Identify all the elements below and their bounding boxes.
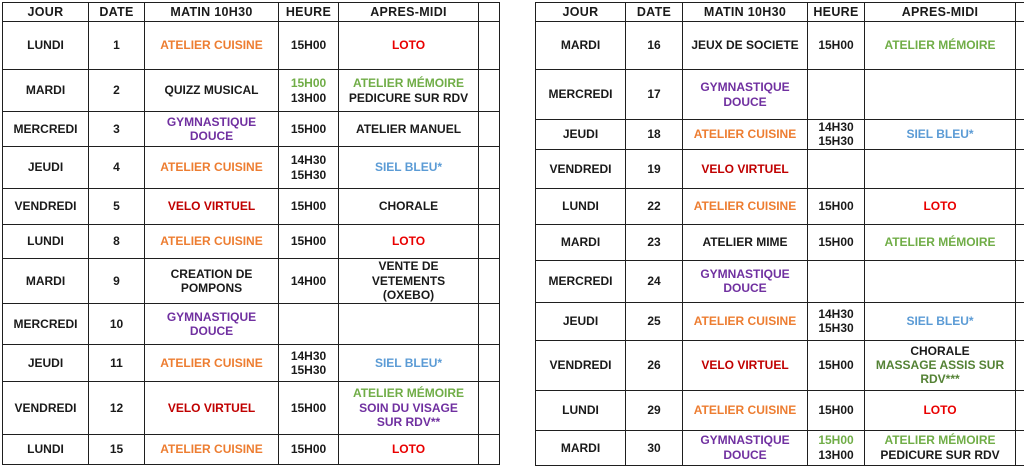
cell-matin	[683, 430, 808, 465]
activity-line: SIEL BLEU*	[374, 160, 443, 175]
cell-date: 8	[89, 225, 145, 259]
cell-apres-midi	[865, 149, 1016, 188]
spacer-cell	[479, 70, 500, 112]
table-row	[536, 188, 1024, 224]
spacer-cell	[1016, 224, 1024, 260]
activity-line: 14H00	[290, 273, 327, 288]
cell-heure	[808, 149, 865, 188]
spacer-cell	[1016, 149, 1024, 188]
cell-matin	[683, 149, 808, 188]
cell-matin	[145, 225, 279, 259]
cell-heure	[279, 382, 339, 435]
table-row	[3, 225, 500, 259]
schedule-table-left	[2, 2, 500, 465]
activity-line: 15H30	[818, 321, 854, 336]
cell-heure	[808, 120, 865, 150]
spacer-cell	[479, 345, 500, 382]
activity-line: DOUCE	[189, 129, 234, 143]
cell-heure	[808, 302, 865, 340]
activity-line: ATELIER MÉMOIRE	[884, 235, 996, 250]
activity-line: LOTO	[391, 442, 426, 457]
activity-line: PEDICURE SUR RDV	[348, 90, 469, 105]
cell-apres-midi	[339, 70, 479, 112]
cell-jour: MARDI	[536, 224, 626, 260]
schedule-table-right	[535, 2, 1024, 466]
activity-line: 15H00	[818, 433, 854, 448]
table-row	[3, 189, 500, 225]
activity-line: ATELIER CUISINE	[693, 127, 797, 142]
activity-line: GYMNASTIQUE	[166, 309, 257, 324]
cell-date: 24	[626, 260, 683, 302]
activity-line: PEDICURE SUR RDV	[880, 447, 1000, 462]
activity-line: 15H00	[290, 199, 327, 214]
activity-line: 15H30	[290, 363, 327, 377]
activity-line: VELO VIRTUEL	[167, 199, 256, 214]
cell-apres-midi	[339, 435, 479, 465]
cell-apres-midi	[865, 22, 1016, 70]
activity-line: LOTO	[391, 234, 426, 249]
activity-line: DOUCE	[723, 281, 767, 296]
activity-line: ATELIER CUISINE	[693, 314, 797, 329]
header-row	[3, 3, 500, 22]
cell-apres-midi	[339, 147, 479, 189]
table-row	[536, 390, 1024, 430]
cell-matin	[683, 224, 808, 260]
activity-line: SIEL BLEU*	[906, 127, 974, 142]
activity-line: DOUCE	[189, 324, 234, 338]
spacer-cell	[1016, 302, 1024, 340]
cell-jour: JEUDI	[3, 147, 89, 189]
cell-jour: VENDREDI	[3, 189, 89, 225]
table-row	[536, 224, 1024, 260]
activity-line: ATELIER MANUEL	[355, 121, 462, 136]
activity-line: GYMNASTIQUE	[166, 114, 257, 129]
activity-line: LOTO	[391, 38, 426, 53]
activity-line: ATELIER CUISINE	[160, 38, 263, 53]
cell-date: 26	[626, 340, 683, 390]
cell-jour: JEUDI	[536, 302, 626, 340]
cell-apres-midi	[865, 390, 1016, 430]
cell-matin	[683, 22, 808, 70]
cell-heure	[808, 224, 865, 260]
cell-apres-midi	[865, 430, 1016, 465]
col-header-matin: MATIN 10H30	[145, 3, 279, 22]
cell-heure	[808, 188, 865, 224]
cell-matin	[683, 302, 808, 340]
spacer-cell	[479, 112, 500, 147]
cell-date: 29	[626, 390, 683, 430]
table-row	[3, 112, 500, 147]
activity-line: 15H00	[818, 235, 854, 250]
cell-apres-midi	[865, 188, 1016, 224]
cell-date: 2	[89, 70, 145, 112]
cell-jour: VENDREDI	[536, 149, 626, 188]
activity-line: LOTO	[923, 403, 957, 418]
cell-heure	[279, 22, 339, 70]
cell-matin	[683, 390, 808, 430]
spacer-column-header	[479, 3, 500, 22]
activity-line: ATELIER MIME	[702, 235, 788, 250]
spacer-cell	[1016, 340, 1024, 390]
spacer-cell	[479, 304, 500, 345]
activity-line: 13H00	[290, 90, 327, 105]
spacer-cell	[479, 435, 500, 465]
col-header-matin: MATIN 10H30	[683, 3, 808, 22]
cell-jour: MARDI	[3, 259, 89, 304]
table-row	[3, 22, 500, 70]
spacer-cell	[479, 147, 500, 189]
activity-line: 15H00	[818, 358, 854, 373]
cell-jour: MARDI	[536, 430, 626, 465]
spacer-cell	[1016, 430, 1024, 465]
cell-heure	[808, 70, 865, 120]
cell-jour: MERCREDI	[536, 70, 626, 120]
cell-heure	[279, 259, 339, 304]
activity-line: ATELIER CUISINE	[160, 442, 263, 457]
cell-jour: LUNDI	[3, 22, 89, 70]
table-row	[3, 70, 500, 112]
cell-apres-midi	[339, 22, 479, 70]
activity-line: ATELIER MÉMOIRE	[884, 38, 996, 53]
cell-jour: MARDI	[3, 70, 89, 112]
activity-line: VELO VIRTUEL	[701, 161, 789, 176]
spacer-cell	[1016, 22, 1024, 70]
cell-apres-midi	[865, 120, 1016, 150]
activity-line: ATELIER MÉMOIRE	[352, 76, 465, 91]
cell-matin	[683, 70, 808, 120]
col-header-date: DATE	[626, 3, 683, 22]
col-header-heure: HEURE	[279, 3, 339, 22]
cell-matin	[145, 147, 279, 189]
activity-line: 15H30	[290, 167, 327, 182]
cell-apres-midi	[865, 70, 1016, 120]
cell-date: 18	[626, 120, 683, 150]
activity-line: CHORALE	[378, 199, 439, 214]
activity-line: VELO VIRTUEL	[701, 358, 789, 373]
col-header-jour: JOUR	[3, 3, 89, 22]
activity-line: 15H30	[818, 134, 854, 149]
col-header-apres-midi: APRES-MIDI	[339, 3, 479, 22]
cell-jour: MERCREDI	[3, 112, 89, 147]
table-row	[536, 340, 1024, 390]
cell-date: 22	[626, 188, 683, 224]
cell-date: 19	[626, 149, 683, 188]
activity-line: CHORALE	[910, 343, 970, 358]
cell-jour: LUNDI	[536, 390, 626, 430]
cell-date: 15	[89, 435, 145, 465]
cell-date: 17	[626, 70, 683, 120]
table-row	[3, 304, 500, 345]
activity-line: 13H00	[818, 447, 854, 462]
activity-line: 14H30	[818, 306, 854, 321]
cell-heure	[279, 225, 339, 259]
activity-line: GYMNASTIQUE	[700, 266, 790, 281]
cell-apres-midi	[339, 189, 479, 225]
activity-line: 15H00	[290, 38, 327, 53]
cell-date: 5	[89, 189, 145, 225]
activity-line: SOIN DU VISAGE	[359, 400, 458, 415]
cell-heure	[808, 260, 865, 302]
activity-line: 14H30	[818, 120, 854, 134]
cell-heure	[808, 22, 865, 70]
cell-heure	[279, 304, 339, 345]
cell-date: 23	[626, 224, 683, 260]
activity-line: 15H00	[290, 76, 327, 91]
activity-line: GYMNASTIQUE	[700, 80, 790, 95]
cell-date: 12	[89, 382, 145, 435]
cell-jour: VENDREDI	[3, 382, 89, 435]
table-row	[3, 259, 500, 304]
activity-line: DOUCE	[723, 94, 767, 109]
cell-matin	[683, 188, 808, 224]
cell-jour: LUNDI	[3, 225, 89, 259]
activity-line: GYMNASTIQUE	[700, 433, 790, 448]
cell-apres-midi	[339, 382, 479, 435]
cell-matin	[145, 435, 279, 465]
table-body-right	[536, 22, 1024, 466]
table-row	[536, 22, 1024, 70]
activity-line: SIEL BLEU*	[374, 355, 443, 370]
activity-line: 15H00	[290, 121, 327, 136]
activity-line: QUIZZ MUSICAL	[164, 83, 259, 98]
cell-jour: JEUDI	[536, 120, 626, 150]
activity-line: LOTO	[923, 199, 957, 214]
cell-jour: LUNDI	[536, 188, 626, 224]
cell-date: 30	[626, 430, 683, 465]
table-row	[536, 302, 1024, 340]
cell-heure	[808, 430, 865, 465]
table-row	[536, 430, 1024, 465]
activity-line: VENTE DE	[378, 259, 439, 274]
cell-heure	[279, 189, 339, 225]
cell-heure	[808, 390, 865, 430]
cell-date: 11	[89, 345, 145, 382]
cell-date: 16	[626, 22, 683, 70]
table-body-left	[3, 22, 500, 465]
cell-apres-midi	[865, 224, 1016, 260]
cell-date: 9	[89, 259, 145, 304]
cell-matin	[145, 304, 279, 345]
activity-line: ATELIER CUISINE	[160, 160, 263, 175]
spacer-cell	[1016, 390, 1024, 430]
table-row	[3, 382, 500, 435]
activity-line: ATELIER CUISINE	[160, 355, 263, 370]
cell-matin	[145, 189, 279, 225]
activity-line: 15H00	[290, 442, 327, 457]
cell-matin	[145, 70, 279, 112]
activity-line: VELO VIRTUEL	[167, 400, 256, 415]
activity-line: 15H00	[818, 403, 854, 418]
cell-apres-midi	[339, 259, 479, 304]
col-header-apres-midi: APRES-MIDI	[865, 3, 1016, 22]
cell-jour: MARDI	[536, 22, 626, 70]
activity-line: 15H00	[290, 400, 327, 415]
cell-date: 10	[89, 304, 145, 345]
table-row	[3, 435, 500, 465]
cell-jour: MERCREDI	[536, 260, 626, 302]
cell-jour: LUNDI	[3, 435, 89, 465]
cell-matin	[145, 112, 279, 147]
table-row	[3, 147, 500, 189]
cell-date: 1	[89, 22, 145, 70]
cell-heure	[279, 345, 339, 382]
cell-date: 4	[89, 147, 145, 189]
activity-line: SUR RDV**	[376, 415, 441, 430]
spacer-cell	[479, 225, 500, 259]
activity-line: 15H00	[290, 234, 327, 249]
activity-line: SIEL BLEU*	[906, 314, 974, 329]
cell-apres-midi	[339, 304, 479, 345]
cell-matin	[145, 22, 279, 70]
spacer-cell	[1016, 188, 1024, 224]
spacer-cell	[479, 189, 500, 225]
cell-apres-midi	[339, 225, 479, 259]
activity-line: 15H00	[818, 38, 854, 53]
table-row	[536, 260, 1024, 302]
col-header-jour: JOUR	[536, 3, 626, 22]
table-row	[536, 70, 1024, 120]
cell-apres-midi	[865, 260, 1016, 302]
activity-line: (OXEBO)	[382, 288, 435, 303]
activity-line: RDV***	[920, 372, 960, 387]
table-row	[3, 345, 500, 382]
cell-jour: VENDREDI	[536, 340, 626, 390]
activity-line: VETEMENTS	[371, 273, 446, 288]
cell-matin	[683, 340, 808, 390]
cell-heure	[279, 112, 339, 147]
cell-date: 3	[89, 112, 145, 147]
activity-line: DOUCE	[723, 447, 767, 462]
spacer-cell	[1016, 120, 1024, 150]
cell-jour: JEUDI	[3, 345, 89, 382]
activity-line: 14H30	[290, 348, 327, 363]
activity-line: ATELIER CUISINE	[693, 199, 797, 214]
spacer-cell	[1016, 70, 1024, 120]
activity-line: ATELIER MÉMOIRE	[884, 433, 996, 448]
cell-heure	[279, 435, 339, 465]
activity-line: ATELIER CUISINE	[160, 234, 263, 249]
cell-jour: MERCREDI	[3, 304, 89, 345]
header-row	[536, 3, 1024, 22]
activity-line: JEUX DE SOCIETE	[691, 38, 799, 53]
table-row	[536, 149, 1024, 188]
activity-line: POMPONS	[180, 281, 243, 295]
spacer-column-header	[1016, 3, 1024, 22]
col-header-date: DATE	[89, 3, 145, 22]
cell-matin	[145, 345, 279, 382]
cell-heure	[279, 70, 339, 112]
col-header-heure: HEURE	[808, 3, 865, 22]
cell-heure	[808, 340, 865, 390]
cell-heure	[279, 147, 339, 189]
spacer-cell	[1016, 260, 1024, 302]
cell-date: 25	[626, 302, 683, 340]
cell-apres-midi	[339, 345, 479, 382]
activity-line: CREATION DE	[170, 266, 253, 281]
cell-apres-midi	[865, 340, 1016, 390]
cell-matin	[683, 260, 808, 302]
spacer-cell	[479, 382, 500, 435]
activity-line: ATELIER CUISINE	[693, 403, 797, 418]
activity-line: ATELIER MÉMOIRE	[352, 386, 465, 401]
cell-matin	[683, 120, 808, 150]
spacer-cell	[479, 22, 500, 70]
spacer-cell	[479, 259, 500, 304]
activity-line: MASSAGE ASSIS SUR	[875, 358, 1005, 373]
cell-matin	[145, 259, 279, 304]
activity-line: 14H30	[290, 153, 327, 168]
cell-apres-midi	[339, 112, 479, 147]
cell-apres-midi	[865, 302, 1016, 340]
activity-line: 15H00	[818, 199, 854, 214]
cell-matin	[145, 382, 279, 435]
table-row	[536, 120, 1024, 150]
